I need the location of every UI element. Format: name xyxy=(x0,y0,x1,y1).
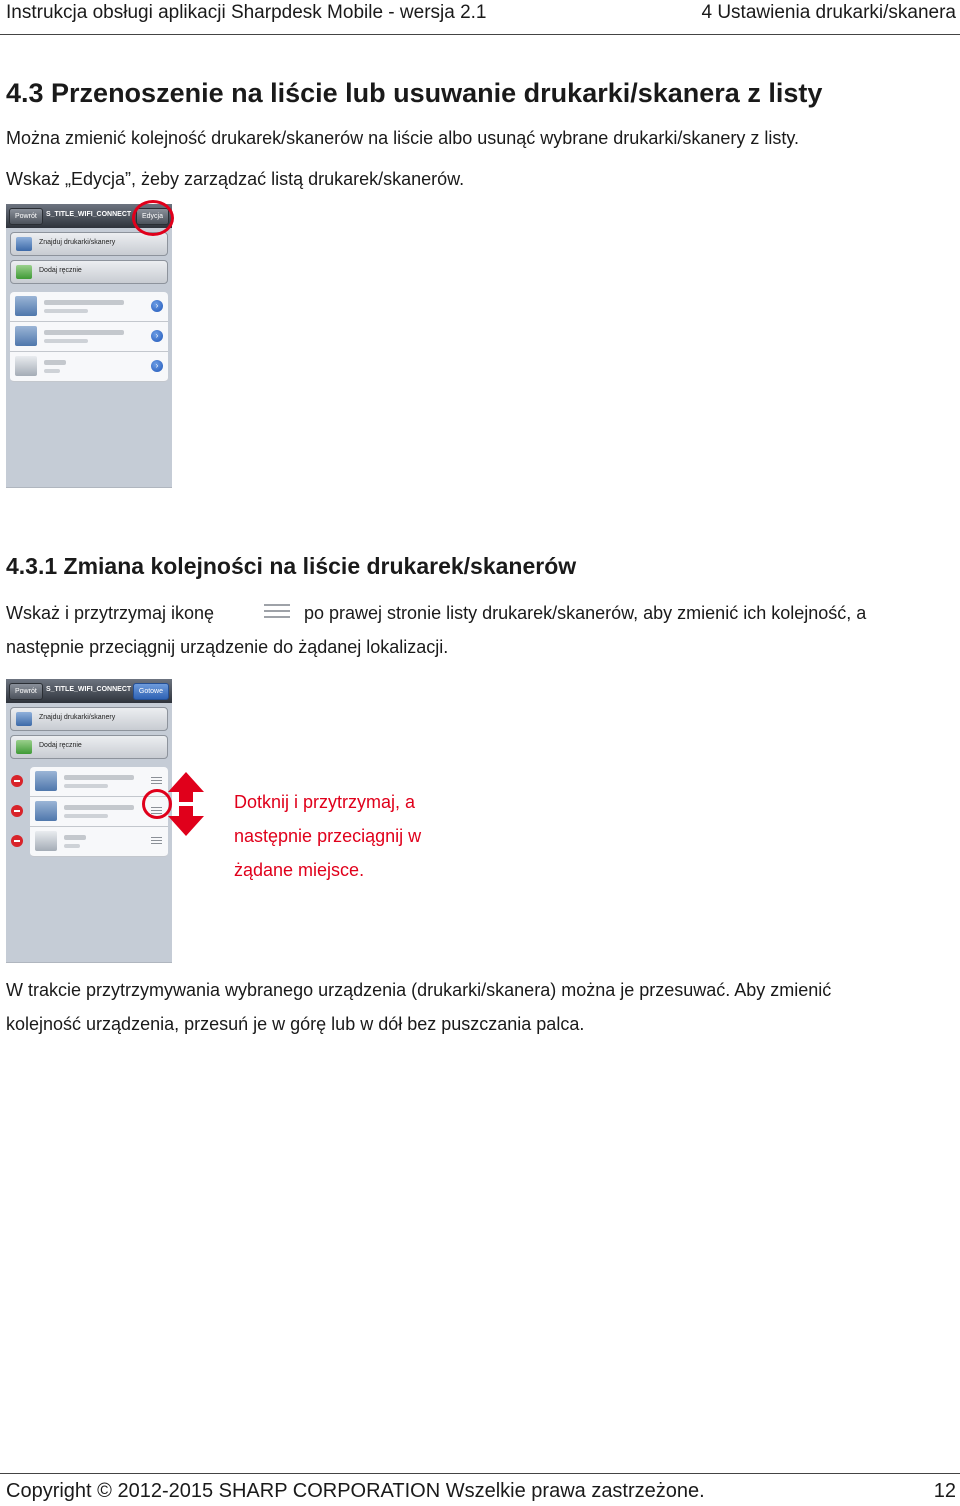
list-icon xyxy=(16,237,32,251)
callout-line-3: żądane miejsce. xyxy=(234,860,365,880)
find-printers-button[interactable] xyxy=(10,232,168,256)
delete-icon[interactable] xyxy=(11,835,23,847)
list-item[interactable] xyxy=(10,292,168,322)
find-printers-label: Znajduj drukarki/skanery xyxy=(39,714,116,721)
page-number: 12 xyxy=(933,1480,956,1502)
highlight-circle xyxy=(132,200,174,236)
callout-line-1: Dotknij i przytrzymaj, a xyxy=(234,792,416,812)
printer-selected-icon xyxy=(35,831,57,851)
callout-line-2: następnie przeciągnij w xyxy=(234,826,422,846)
add-manual-button[interactable] xyxy=(10,735,168,759)
edit-button[interactable]: Edycja xyxy=(136,208,169,225)
drag-arrows-icon xyxy=(168,772,204,836)
section-paragraph-1: Można zmienić kolejność drukarek/skanerów na liście albo usunąć wybrane drukarki/skanery z listy. xyxy=(6,128,800,148)
back-button[interactable]: Powrót xyxy=(9,208,43,225)
paragraph-3-line-2: kolejność urządzenia, przesuń je w górę lub w dół bez puszczania palca. xyxy=(6,1014,585,1034)
printer-icon xyxy=(15,296,37,316)
subsection-title: 4.3.1 Zmiana kolejności na liście drukarek/skanerów xyxy=(6,553,577,579)
delete-icon[interactable] xyxy=(11,805,23,817)
done-button[interactable]: Gotowe xyxy=(133,683,169,700)
add-manual-label: Dodaj ręcznie xyxy=(39,267,82,274)
add-manual-label: Dodaj ręcznie xyxy=(39,742,82,749)
reorder-grip-icon xyxy=(262,600,292,626)
section-title: 4.3 Przenoszenie na liście lub usuwanie drukarki/skanera z listy xyxy=(6,78,823,108)
subsection-paragraph-end: następnie przeciągnij urządzenie do żądanej lokalizacji. xyxy=(6,637,449,657)
nav-bar xyxy=(6,679,172,703)
nav-title: S_TITLE_WIFI_CONNECT xyxy=(46,211,132,218)
add-icon xyxy=(16,265,32,279)
nav-title: S_TITLE_WIFI_CONNECT xyxy=(46,686,132,693)
add-manual-button[interactable] xyxy=(10,260,168,284)
detail-chevron-icon[interactable]: › xyxy=(151,330,163,342)
find-printers-label: Znajduj drukarki/skanery xyxy=(39,239,116,246)
back-button[interactable]: Powrót xyxy=(9,683,43,700)
subsection-paragraph-start: Wskaż i przytrzymaj ikonę xyxy=(6,603,215,623)
printer-icon xyxy=(35,771,57,791)
detail-chevron-icon[interactable]: › xyxy=(151,360,163,372)
delete-icon[interactable] xyxy=(11,775,23,787)
subsection-paragraph-cont: po prawej stronie listy drukarek/skanerów, aby zmienić ich kolejność, a xyxy=(304,603,867,623)
find-printers-button[interactable] xyxy=(10,707,168,731)
list-item[interactable] xyxy=(30,827,168,857)
detail-chevron-icon[interactable]: › xyxy=(151,300,163,312)
screenshot-edit-list xyxy=(6,679,172,963)
printer-selected-icon xyxy=(15,356,37,376)
header-chapter: 4 Ustawienia drukarki/skanera xyxy=(701,2,956,23)
list-item[interactable] xyxy=(10,352,168,382)
list-icon xyxy=(16,712,32,726)
header-divider xyxy=(0,34,960,35)
add-icon xyxy=(16,740,32,754)
printer-icon xyxy=(35,801,57,821)
list-item[interactable] xyxy=(10,322,168,352)
section-paragraph-2: Wskaż „Edycja”, żeby zarządzać listą drukarek/skanerów. xyxy=(6,169,465,189)
printer-icon xyxy=(15,326,37,346)
footer-divider xyxy=(0,1473,960,1474)
reorder-grip-icon[interactable] xyxy=(151,777,162,786)
footer-copyright: Copyright © 2012-2015 SHARP CORPORATION Wszelkie prawa zastrzeżone. xyxy=(6,1480,705,1502)
reorder-grip-icon[interactable] xyxy=(151,837,162,846)
header-title: Instrukcja obsługi aplikacji Sharpdesk Mobile - wersja 2.1 xyxy=(6,2,487,23)
screenshot-printer-list xyxy=(6,204,172,488)
paragraph-3-line-1: W trakcie przytrzymywania wybranego urządzenia (drukarki/skanera) można je przesuwać. Aby zmienić xyxy=(6,980,832,1000)
